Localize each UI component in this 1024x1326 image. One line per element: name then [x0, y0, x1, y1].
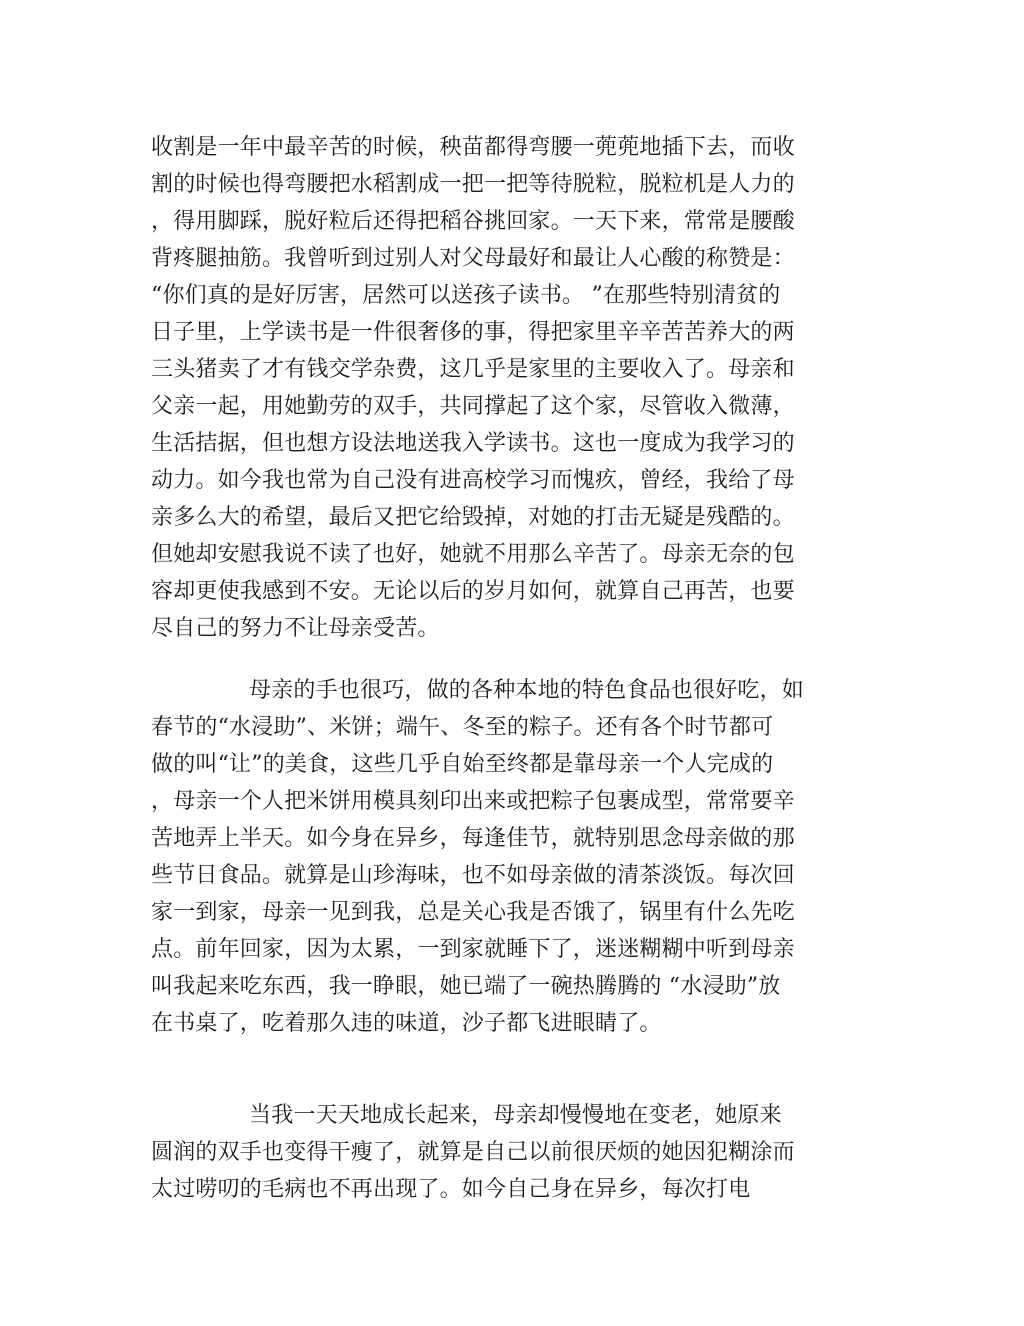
paragraph-mother-aging: [151, 1097, 851, 1208]
text-line: 亲多么大的希望，最后又把它给毁掉，对她的打击无疑是残酷的。: [151, 505, 795, 530]
text-line: 家一到家，母亲一见到我，总是关心我是否饿了，锅里有什么先吃: [151, 900, 795, 925]
text-line: 些节日食品。就算是山珍海味，也不如母亲做的清茶淡饭。每次回: [151, 863, 795, 888]
text-line: 收割是一年中最辛苦的时候，秧苗都得弯腰一蔸蔸地插下去，而收: [151, 135, 795, 160]
text-line: 动力。如今我也常为自己没有进高校学习而愧疚，曾经，我给了母: [151, 468, 795, 493]
text-line: 春节的“水浸助”、米饼；端午、冬至的粽子。还有各个时节都可: [151, 715, 774, 740]
text-line: 点。前年回家，因为太累，一到家就睡下了，迷迷糊糊中听到母亲: [151, 937, 795, 962]
text-line: 容却更使我感到不安。无论以后的岁月如何，就算自己再苦，也要: [151, 579, 795, 604]
text-line: ，得用脚踩，脱好粒后还得把稻谷挑回家。一天下来，常常是腰酸: [151, 209, 795, 234]
text-line: 在书桌了，吃着那久违的味道，沙子都飞进眼睛了。: [151, 1011, 662, 1036]
text-line: 尽自己的努力不让母亲受苦。: [151, 616, 440, 641]
text-line-indented: 当我一天天地成长起来，母亲却慢慢地在变老，她原来: [249, 1103, 782, 1128]
text-line: 生活拮据，但也想方设法地送我入学读书。这也一度成为我学习的: [151, 431, 795, 456]
text-line: ，母亲一个人把米饼用模具刻印出来或把粽子包裹成型，常常要辛: [151, 789, 795, 814]
paragraph-harvest: [151, 129, 851, 647]
paragraph-mother-cooking: [151, 672, 851, 1042]
text-line-indented: 母亲的手也很巧，做的各种本地的特色食品也很好吃，如: [249, 678, 805, 703]
text-line: 父亲一起，用她勤劳的双手，共同撑起了这个家，尽管收入微薄，: [151, 394, 795, 419]
text-line: “你们真的是好厉害，居然可以送孩子读书。 ”在那些特别清贫的: [151, 283, 781, 308]
text-line: 叫我起来吃东西，我一睁眼，她已端了一碗热腾腾的 “水浸助”放: [151, 974, 781, 999]
text-line: 太过唠叨的毛病也不再出现了。如今自己身在异乡，每次打电: [151, 1177, 751, 1202]
text-line: 圆润的双手也变得干瘦了，就算是自己以前很厌烦的她因犯糊涂而: [151, 1140, 795, 1165]
text-line: 背疼腿抽筋。我曾听到过别人对父母最好和最让人心酸的称赞是：: [151, 246, 795, 271]
text-line: 但她却安慰我说不读了也好，她就不用那么辛苦了。母亲无奈的包: [151, 542, 795, 567]
text-line: 做的叫“让”的美食，这些几乎自始至终都是靠母亲一个人完成的: [151, 752, 774, 777]
text-line: 割的时候也得弯腰把水稻割成一把一把等待脱粒，脱粒机是人力的: [151, 172, 795, 197]
text-line: 日子里，上学读书是一件很奢侈的事，得把家里辛辛苦苦养大的两: [151, 320, 795, 345]
text-line: 三头猪卖了才有钱交学杂费，这几乎是家里的主要收入了。母亲和: [151, 357, 795, 382]
text-line: 苦地弄上半天。如今身在异乡，每逢佳节，就特别思念母亲做的那: [151, 826, 795, 851]
